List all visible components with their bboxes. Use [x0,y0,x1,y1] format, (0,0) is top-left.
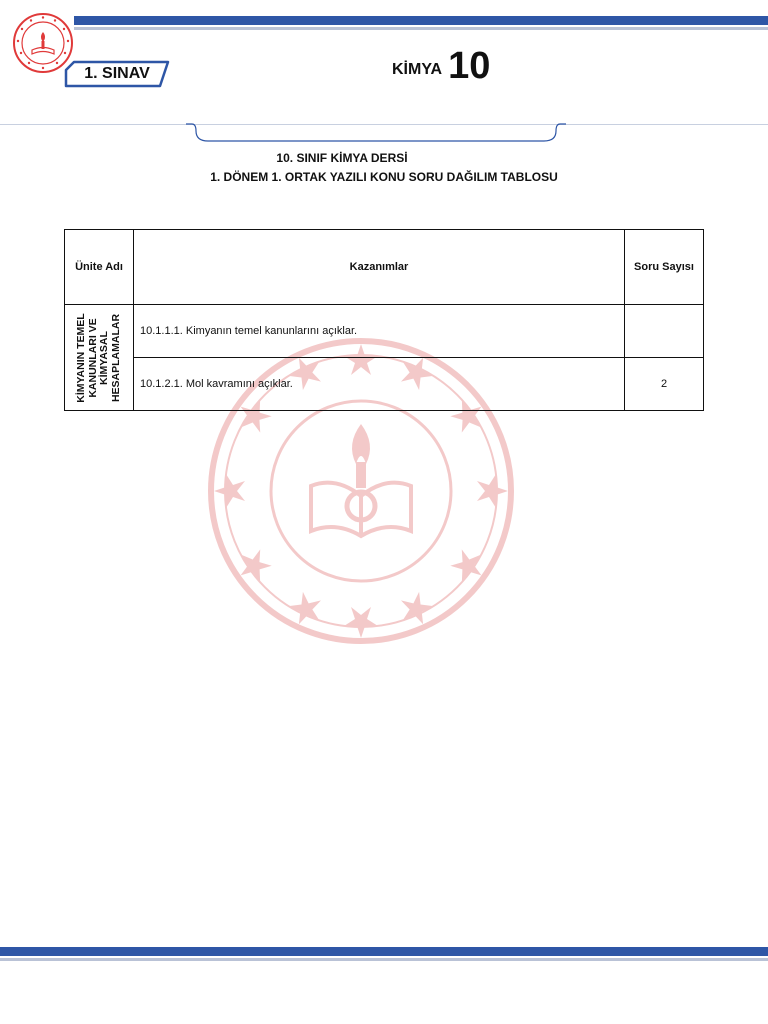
subject-name: KİMYA [392,61,443,78]
question-count-cell: 2 [625,358,704,411]
subject-heading [392,46,490,86]
unit-cell [65,305,134,411]
exam-label: 1. SINAV [84,65,150,82]
header-question-count: Soru Sayısı [625,230,704,305]
top-header-bar-accent [74,27,768,30]
unit-name: KİMYANIN TEMEL KANUNLARI VE KİMYASAL HESAPLAMALAR [75,312,122,403]
document-title: 10. SINIF KİMYA DERSİ [276,151,408,165]
table-header-row [65,230,704,305]
document-subtitle: 1. DÖNEM 1. ORTAK YAZILI KONU SORU DAĞILIM TABLOSU [210,170,558,184]
top-header-bar [74,16,768,25]
header-objectives: Kazanımlar [134,230,625,305]
question-count-cell [625,305,704,358]
table-row [65,358,704,411]
header-unit: Ünite Adı [65,230,134,305]
topic-distribution-table [64,229,704,411]
footer-bar-accent [0,958,768,961]
subject-level: 10 [448,45,491,87]
header-tab-bracket [184,123,568,145]
exam-badge [64,60,170,88]
table-row [65,305,704,358]
footer-bar [0,947,768,956]
objective-cell: 10.1.2.1. Mol kavramını açıklar. [134,358,625,411]
objective-cell: 10.1.1.1. Kimyanın temel kanunlarını açıklar. [134,305,625,358]
